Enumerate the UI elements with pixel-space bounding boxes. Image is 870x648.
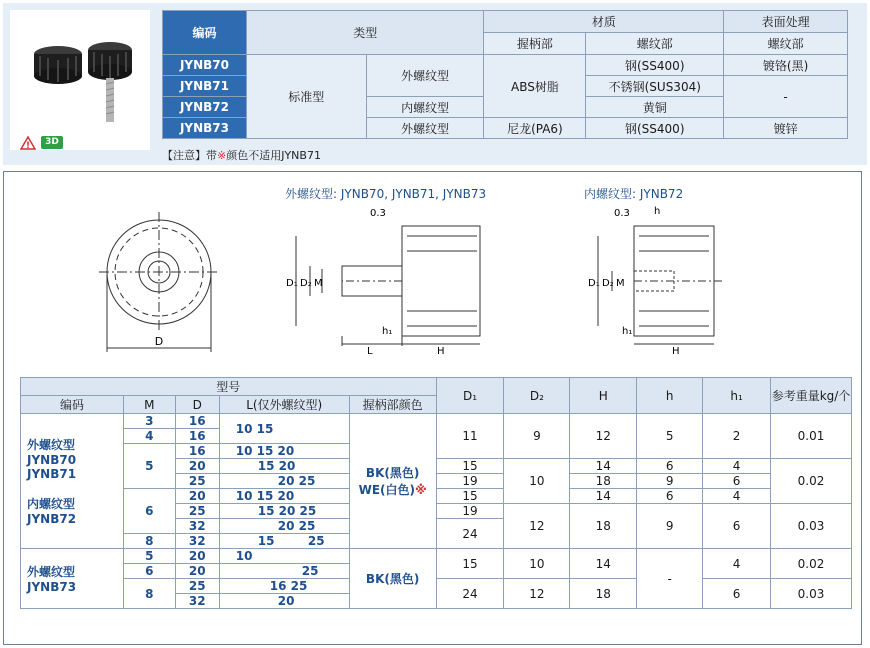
group1-code: 外螺纹型 JYNB70 JYNB71 内螺纹型 JYNB72 — [21, 414, 124, 549]
header-M: M — [123, 396, 175, 414]
caption-internal: 内螺纹型: JYNB72 — [584, 187, 684, 201]
M-cell: 3 — [123, 414, 175, 429]
svg-text:M: M — [314, 278, 323, 289]
internal-thread-drawing — [584, 206, 734, 356]
header-type: 类型 — [246, 11, 484, 55]
subtype-cell: 外螺纹型 — [366, 118, 484, 139]
svg-text:D₂: D₂ — [602, 278, 614, 289]
header-H: H — [570, 378, 637, 414]
subtype-cell: 外螺纹型 — [366, 55, 484, 97]
header-color: 握柄部颜色 — [349, 396, 436, 414]
thread-material: 钢(SS400) — [586, 55, 724, 76]
D-cell: 16 — [175, 414, 219, 429]
code-cell[interactable]: JYNB70 — [163, 55, 247, 76]
header-model: 型号 — [21, 378, 437, 396]
code-cell[interactable]: JYNB73 — [163, 118, 247, 139]
front-view-drawing — [99, 212, 229, 362]
handle-material: ABS树脂 — [484, 55, 586, 118]
surface-cell: 镀铬(黑) — [724, 55, 848, 76]
header-thread: 螺纹部 — [586, 33, 724, 55]
svg-text:h₁: h₁ — [382, 326, 393, 337]
code-cell[interactable]: JYNB72 — [163, 97, 247, 118]
header-code: 编码 — [163, 11, 247, 55]
svg-text:H: H — [437, 346, 445, 356]
note-mark: ※ — [217, 149, 227, 162]
svg-text:0.3: 0.3 — [614, 208, 630, 219]
warning-icon[interactable] — [20, 136, 36, 150]
header-D1: D₁ — [436, 378, 504, 414]
header-weight: 参考重量kg/个 — [771, 378, 852, 414]
header-h1: h₁ — [703, 378, 771, 414]
header-handle: 握柄部 — [484, 33, 586, 55]
svg-text:D₁: D₁ — [286, 278, 298, 289]
thread-material: 黄铜 — [586, 97, 724, 118]
header-D2: D₂ — [504, 378, 570, 414]
code-cell[interactable]: JYNB71 — [163, 76, 247, 97]
group1-color: BK(黑色) WE(白色)※ — [349, 414, 436, 549]
svg-text:0.3: 0.3 — [370, 208, 386, 219]
header-L: L(仅外螺纹型) — [219, 396, 349, 414]
subtype-cell: 内螺纹型 — [366, 97, 484, 118]
svg-text:D₂: D₂ — [300, 278, 312, 289]
knob-photo-illustration — [10, 10, 150, 150]
header-h: h — [637, 378, 703, 414]
header-code: 编码 — [21, 396, 124, 414]
svg-text:h₁: h₁ — [622, 326, 633, 337]
group2-code: 外螺纹型 JYNB73 — [21, 549, 124, 609]
dimension-table: 型号 D₁ D₂ H h h₁ 参考重量kg/个 编码 M D L(仅外螺纹型) 握柄部颜色 外螺纹型 JYNB70 JYNB71 内螺纹型 JYNB72 3 16 10 15 BK(黑色) WE(白色)※ 11 9 12 5 2 0.01 4 16 5 16 10 15 20 20 15 20 15 10 14 6 4 0.02 25 20 25 19 18 9 6 6 20 10 15 20 15 14 6 4 25 15 20 25 19 12 18 9 6 0.03 32 20 25 24 8 32 15 25 外螺纹型 JYNB73 5 20 10 BK(黑色) 15 10 14 - 4 0.02 6 20 25 8 25 16 25 24 12 18 6 0.03 32 20 — [20, 377, 852, 609]
thread-material: 钢(SS400) — [586, 118, 724, 139]
svg-text:!: ! — [25, 141, 31, 150]
surface-cell: 镀锌 — [724, 118, 848, 139]
dim-D: D — [154, 335, 164, 348]
header-surface-thread: 螺纹部 — [724, 33, 848, 55]
thread-material: 不锈钢(SUS304) — [586, 76, 724, 97]
svg-text:H: H — [672, 346, 680, 356]
surface-cell: - — [724, 76, 848, 118]
group2-color: BK(黑色) — [349, 549, 436, 609]
product-photo — [10, 10, 150, 150]
external-thread-drawing — [282, 206, 492, 356]
handle-material: 尼龙(PA6) — [484, 118, 586, 139]
header-surface: 表面处理 — [724, 11, 848, 33]
svg-text:h: h — [654, 206, 661, 217]
note-text: 【注意】带※颜色不适用JYNB71 — [162, 149, 321, 162]
header-material: 材质 — [484, 11, 724, 33]
svg-text:M: M — [616, 278, 625, 289]
svg-text:D₁: D₁ — [588, 278, 600, 289]
cad-3d-badge[interactable]: 3D — [41, 136, 63, 149]
spec-table — [162, 10, 848, 139]
header-D: D — [175, 396, 219, 414]
caption-external: 外螺纹型: JYNB70, JYNB71, JYNB73 — [285, 187, 487, 201]
svg-text:L: L — [367, 346, 373, 356]
type-standard: 标准型 — [246, 55, 366, 139]
L-cell: 10 15 — [219, 414, 349, 444]
